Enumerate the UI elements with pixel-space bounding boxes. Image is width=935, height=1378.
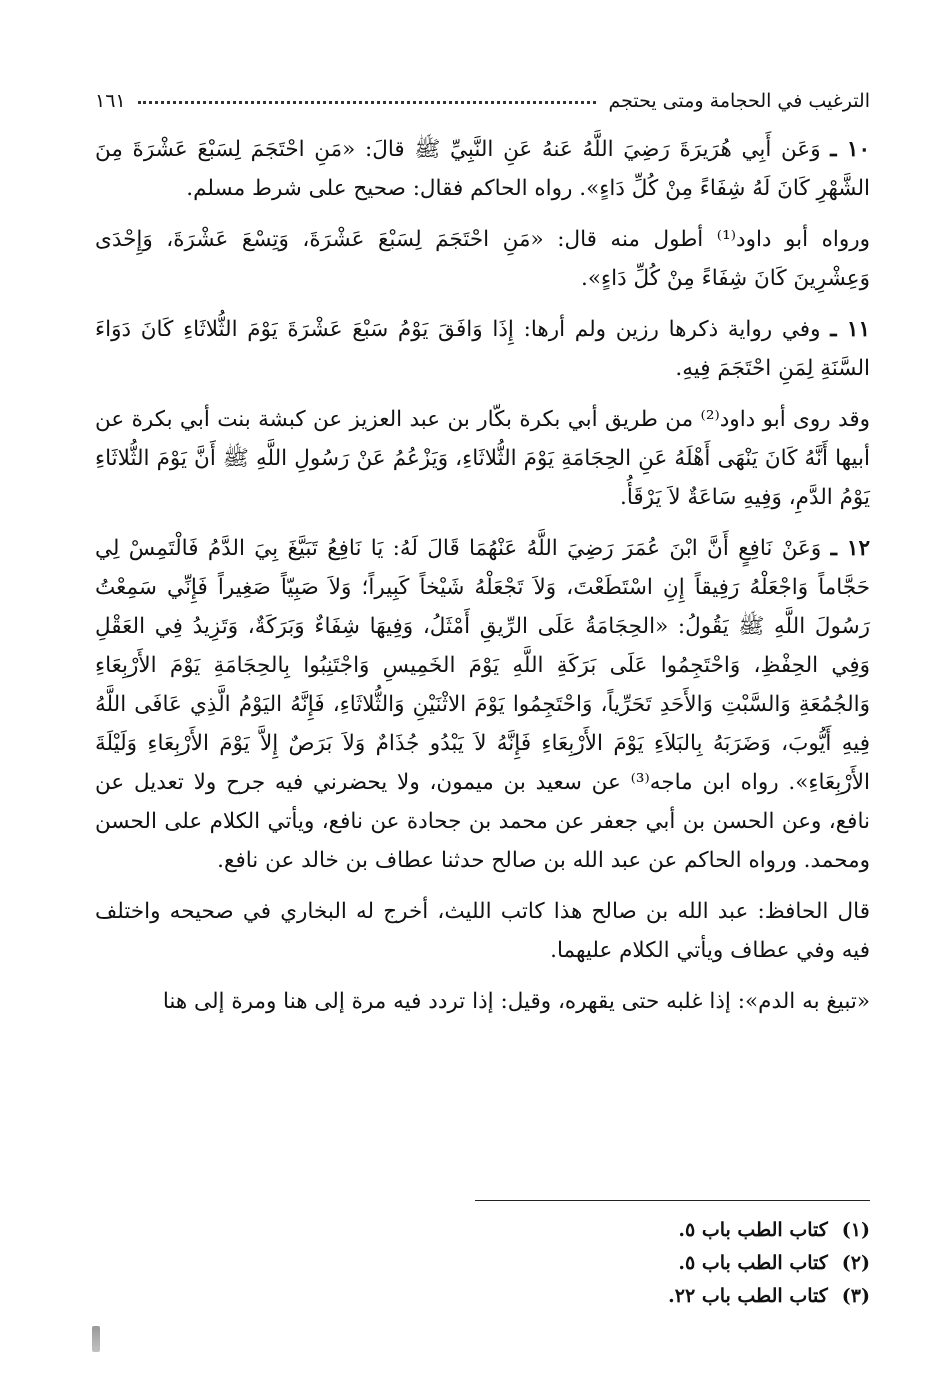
main-text (95, 130, 870, 1021)
page-number: ١٦١ (95, 90, 126, 112)
footnote-text: كتاب الطب باب ٥. (678, 1219, 828, 1241)
footnote-text: كتاب الطب باب ٢٢. (668, 1285, 828, 1307)
footnote-item (95, 1280, 870, 1313)
hadith-number: ١٢ ـ (830, 536, 870, 561)
paragraph-text: «تبيغ به الدم»: إذا غلبه حتى يقهره، وقيل: إذا تردد فيه مرة إلى هنا ومرة إلى هنا (162, 989, 870, 1014)
paragraph-abu-dawud-1 (95, 220, 870, 298)
hadith-number: ١١ ـ (830, 317, 870, 342)
footnote-number: (٢) (841, 1252, 870, 1274)
paragraph-hafiz (95, 892, 870, 970)
footnote-separator (475, 1200, 870, 1201)
footnote-number: (١) (841, 1219, 870, 1241)
footnote-item (95, 1214, 870, 1247)
paragraph-text: وفي رواية ذكرها رزين ولم أرها: إِذَا وَافَقَ يَوْمُ سَبْعَ عَشْرَةَ يَوْمَ الثُّلاثَاءِ كَانَ دَوَاءَ السَّنَةِ لِمَنِ احْتَجَمَ فِيهِ. (95, 317, 870, 381)
paragraph-hadith-12 (95, 529, 870, 880)
paragraph-hadith-11 (95, 310, 870, 388)
paragraph-text: وقد روى أبو داود⁽²⁾ من طريق أبي بكرة بكّار بن عبد العزيز عن كبشة بنت أبي بكرة عن أبيها أَنَّهُ كَانَ يَنْهَى أَهْلَهُ عَنِ الحِجَامَةِ يَوْمَ الثُّلاثَاءِ، وَيَزْعُمُ عَنْ رَسُولِ اللَّهِ ﷺ أَنَّ يَوْمَ الثُّلاثَاءِ يَوْمُ الدَّمِ، وَفِيهِ سَاعَةٌ لاَ يَرْقَأُ. (95, 407, 870, 510)
book-page (95, 72, 870, 1332)
paragraph-gloss (95, 982, 870, 1021)
running-header (95, 72, 870, 112)
paragraph-abu-dawud-2 (95, 400, 870, 517)
footnote-text: كتاب الطب باب ٥. (678, 1252, 828, 1274)
footnote-item (95, 1247, 870, 1280)
paragraph-text: قال الحافظ: عبد الله بن صالح هذا كاتب الليث، أخرج له البخاري في صحيحه واختلف فيه وفي عطاف ويأتي الكلام عليهما. (95, 899, 870, 963)
footnote-number: (٣) (841, 1285, 870, 1307)
hadith-number: ١٠ ـ (830, 137, 870, 162)
footnotes (95, 1214, 870, 1313)
chapter-title: الترغيب في الحجامة ومتى يحتجم (608, 90, 870, 112)
paragraph-text: ورواه أبو داود⁽¹⁾ أطول منه قال: «مَنِ احْتَجَمَ لِسَبْعَ عَشْرَةَ، وَتِسْعَ عَشْرَةَ، وَإِحْدَى وَعِشْرِينَ كَانَ شِفَاءً مِنْ كُلِّ دَاءٍ». (95, 227, 870, 291)
paragraph-text: وَعَنْ نَافِعٍ أَنَّ ابْنَ عُمَرَ رَضِيَ اللَّهُ عَنْهُمَا قَالَ لَهُ: يَا نَافِعُ تَبَيَّغَ بِيَ الدَّمُ فَالْتَمِسْ لِي حَجَّاماً وَاجْعَلْهُ رَفِيقاً إِنِ اسْتَطَعْتَ، وَلاَ تَجْعَلْهُ شَيْخاً كَبِيراً؛ وَلاَ صَبِيّاً صَغِيراً فَإِنِّي سَمِعْتُ رَسُولَ اللَّهِ ﷺ يَقُولُ: «الحِجَامَةُ عَلَى الرِّيقِ أَمْثَلُ، وَفِيهَا شِفَاءٌ وَبَرَكَةٌ، وَتَزِيدُ فِي العَقْلِ وَفِي الحِفْظِ، وَاحْتَجِمُوا عَلَى بَرَكَةِ اللَّهِ يَوْمَ الخَمِيسِ وَاجْتَنِبُوا بِالحِجَامَةِ يَوْمَ الأَرْبِعَاءِ وَالجُمُعَةِ وَالسَّبْتِ وَالأَحَدِ تَحَرِّياً، وَاحْتَجِمُوا يَوْمَ الاثْنَيْنِ وَالثُّلاثَاءِ، فَإِنَّهُ اليَوْمُ الَّذِي عَافَى اللَّهُ فِيهِ أَيُّوبَ، وَضَرَبَهُ بِالبَلاَءِ يَوْمَ الأَرْبِعَاءِ فَإِنَّهُ لاَ يَبْدُو جُذَامٌ وَلاَ بَرَصٌ إِلاَّ يَوْمَ الأَرْبِعَاءِ وَلَيْلَةَ الأَرْبِعَاءِ». رواه ابن ماجه⁽³⁾ عن سعيد بن ميمون، ولا يحضرني فيه جرح ولا تعديل عن نافع، وعن الحسن بن أبي جعفر عن محمد بن جحادة عن نافع، ويأتي الكلام على الحسن ومحمد. ورواه الحاكم عن عبد الله بن صالح حدثنا عطاف بن خالد عن نافع. (95, 536, 871, 873)
paragraph-text: وَعَن أَبِي هُرَيرَةَ رَضِيَ اللَّهُ عَنهُ عَنِ النَّبِيِّ ﷺ قالَ: «مَنِ احْتَجَمَ لِسَبْعَ عَشْرَةَ مِنَ الشَّهْرِ كَانَ لَهُ شِفَاءً مِنْ كُلِّ دَاءٍ». رواه الحاكم فقال: صحيح على شرط مسلم. (95, 137, 870, 201)
header-dot-leader (138, 101, 597, 104)
paragraph-hadith-10 (95, 130, 870, 208)
scan-artifact-mark (92, 1326, 100, 1352)
